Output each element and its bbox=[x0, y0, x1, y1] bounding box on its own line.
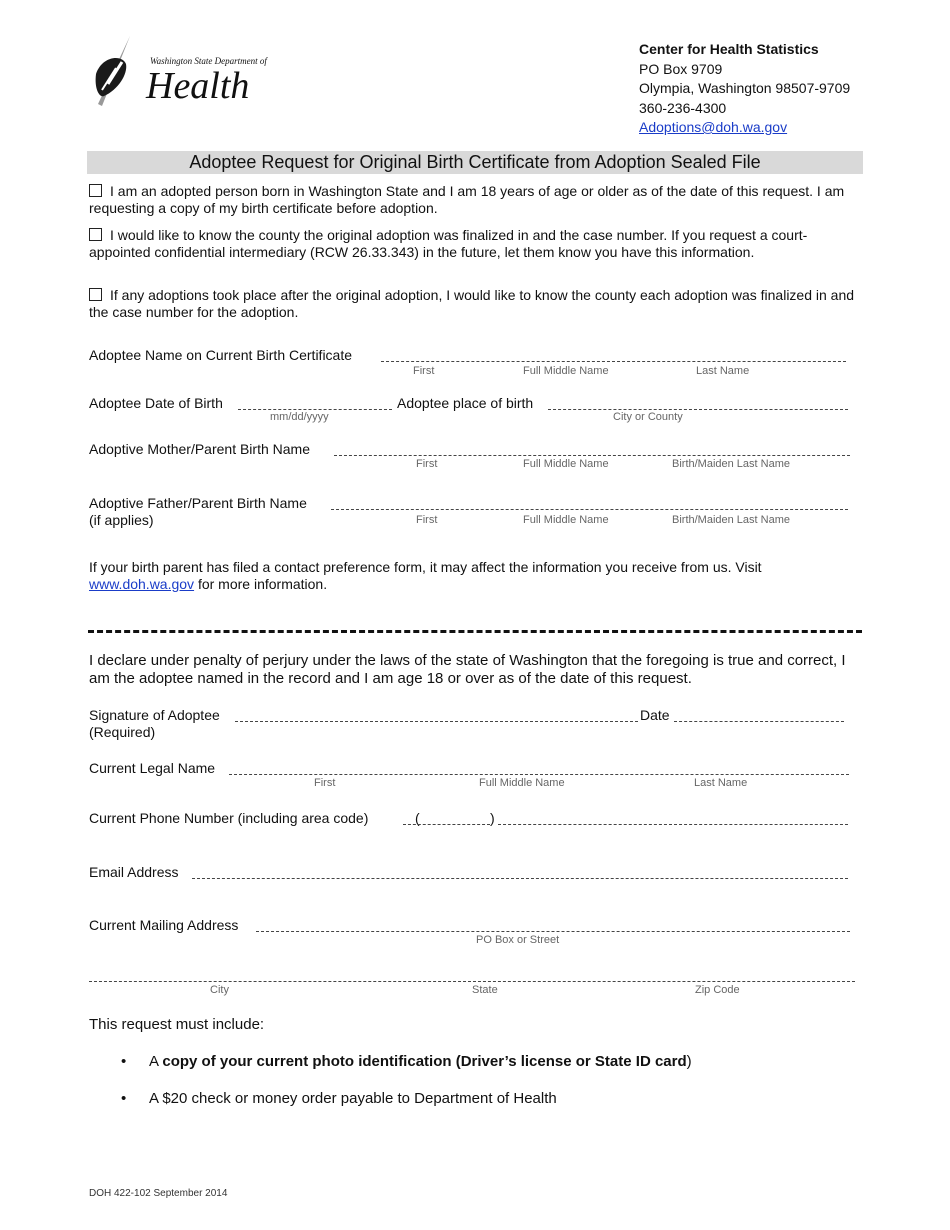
legal-last-hint: Last Name bbox=[694, 777, 748, 789]
father-note: (if applies) bbox=[89, 512, 154, 528]
email-label: Email Address bbox=[89, 864, 179, 880]
phone-close-paren: ) bbox=[490, 810, 495, 826]
city-line: Olympia, Washington 98507-9709 bbox=[639, 80, 851, 96]
logo-health-text: Health bbox=[146, 65, 250, 107]
legal-name-label: Current Legal Name bbox=[89, 760, 216, 776]
include-fee: • A $20 check or money order payable to Department of Health bbox=[121, 1090, 557, 1107]
form-title bbox=[87, 151, 863, 174]
mailing-street-field[interactable] bbox=[256, 931, 850, 932]
email-link[interactable]: Adoptions@doh.wa.gov bbox=[639, 119, 788, 135]
phone-open-paren: ( bbox=[415, 810, 420, 826]
header-address bbox=[639, 40, 850, 138]
include-title: This request must include: bbox=[89, 1016, 265, 1033]
father-middle-hint: Full Middle Name bbox=[523, 514, 609, 526]
signature-label: Signature of Adoptee bbox=[89, 707, 220, 723]
logo-small-text: Washington State Department of bbox=[150, 56, 267, 66]
mother-middle-hint: Full Middle Name bbox=[523, 458, 609, 470]
adoptee-first-hint: First bbox=[413, 365, 435, 377]
legal-middle-hint: Full Middle Name bbox=[479, 777, 565, 789]
place-hint: City or County bbox=[613, 411, 683, 423]
dob-label: Adoptee Date of Birth bbox=[89, 395, 223, 411]
org-name: Center for Health Statistics bbox=[639, 41, 819, 57]
street-hint: PO Box or Street bbox=[476, 934, 560, 946]
po-box: PO Box 9709 bbox=[639, 60, 723, 77]
adoptee-last-hint: Last Name bbox=[696, 365, 750, 377]
checkbox-county-case[interactable] bbox=[89, 228, 102, 241]
mother-label: Adoptive Mother/Parent Birth Name bbox=[89, 441, 310, 457]
logo-feather-icon bbox=[88, 34, 148, 110]
declaration: I declare under penalty of perjury under the laws of the state of Washington that the foregoing is true and correct, I am the adoptee named in the record and I am age 18 or over as of the date of this request. bbox=[89, 652, 846, 687]
state-hint: State bbox=[472, 984, 498, 996]
contact-note: If your birth parent has filed a contact preference form, it may affect the information you receive from us. Visit www.doh.wa.gov for more information. bbox=[89, 559, 762, 592]
adoptee-name-field[interactable] bbox=[381, 361, 846, 362]
bullet-icon: • bbox=[121, 1053, 127, 1070]
email-field[interactable] bbox=[192, 878, 848, 879]
place-field[interactable] bbox=[548, 409, 848, 410]
mother-last-hint: Birth/Maiden Last Name bbox=[672, 458, 790, 470]
date-field[interactable] bbox=[674, 721, 844, 722]
check-3: If any adoptions took place after the original adoption, I would like to know the county each adoption was finalized in and the case number for the adoption. bbox=[89, 287, 855, 320]
check-1: I am an adopted person born in Washington State and I am 18 years of age or older as of the date of this request. I am requesting a copy of my birth certificate before adoption. bbox=[89, 183, 845, 216]
form-number: DOH 422-102 September 2014 bbox=[89, 1188, 228, 1199]
signature-field[interactable] bbox=[235, 721, 638, 722]
dob-field[interactable] bbox=[238, 409, 392, 410]
father-last-hint: Birth/Maiden Last Name bbox=[672, 514, 790, 526]
dob-hint: mm/dd/yyyy bbox=[270, 411, 329, 423]
date-label: Date bbox=[640, 707, 670, 723]
phone-line: 360-236-4300 bbox=[639, 99, 727, 116]
legal-first-hint: First bbox=[314, 777, 336, 789]
father-first-hint: First bbox=[416, 514, 438, 526]
mother-first-hint: First bbox=[416, 458, 438, 470]
adoptee-middle-hint: Full Middle Name bbox=[523, 365, 609, 377]
place-label: Adoptee place of birth bbox=[397, 395, 534, 411]
form-title-text: Adoptee Request for Original Birth Certificate from Adoption Sealed File bbox=[189, 152, 761, 172]
checkbox-later-adoptions[interactable] bbox=[89, 288, 102, 301]
cut-line-divider bbox=[88, 630, 862, 633]
legal-name-field[interactable] bbox=[229, 774, 849, 775]
father-field[interactable] bbox=[331, 509, 848, 510]
include-photo-id: • A copy of your current photo identification (Driver’s license or State ID card) bbox=[121, 1053, 692, 1070]
zip-hint: Zip Code bbox=[695, 984, 740, 996]
phone-label: Current Phone Number (including area code) bbox=[89, 810, 369, 826]
mailing-label: Current Mailing Address bbox=[89, 917, 239, 933]
logo bbox=[88, 34, 267, 112]
signature-note: (Required) bbox=[89, 724, 156, 740]
doh-website-link[interactable]: www.doh.wa.gov bbox=[89, 576, 195, 592]
bullet-icon: • bbox=[121, 1090, 127, 1107]
father-label: Adoptive Father/Parent Birth Name bbox=[89, 495, 307, 511]
phone-number-field[interactable] bbox=[498, 824, 848, 825]
check-2: I would like to know the county the original adoption was finalized in and the case number. If you request a court-appointed confidential intermediary (RCW 26.33.343) in the future, let them know you have this information. bbox=[89, 227, 808, 260]
mother-field[interactable] bbox=[334, 455, 850, 456]
adoptee-name-label: Adoptee Name on Current Birth Certificate bbox=[89, 347, 353, 363]
checkbox-adopted-person[interactable] bbox=[89, 184, 102, 197]
mailing-city-state-zip-field[interactable] bbox=[89, 981, 855, 982]
city-hint: City bbox=[210, 984, 229, 996]
phone-area-code-field[interactable] bbox=[403, 824, 490, 825]
